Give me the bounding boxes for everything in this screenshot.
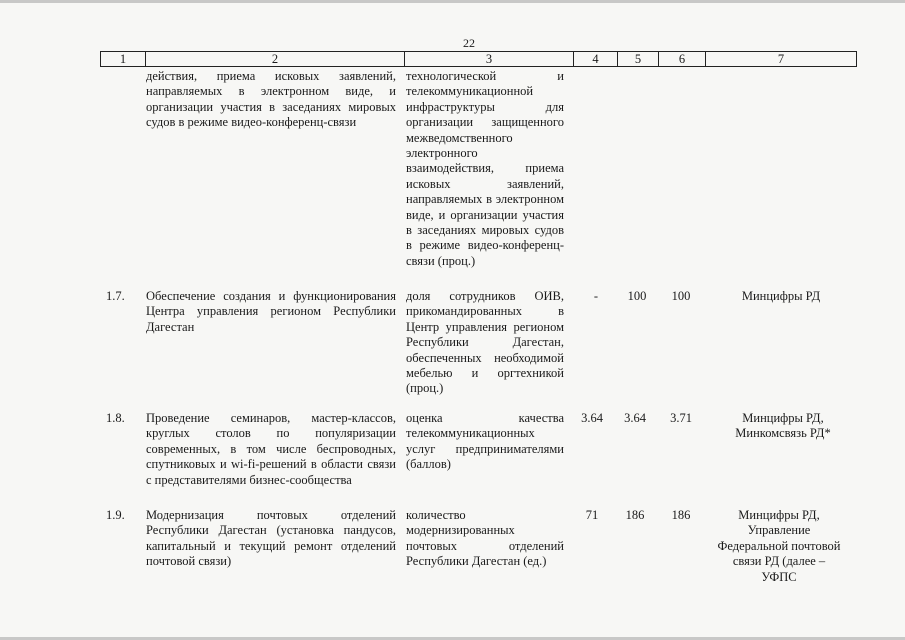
col-header-7: 7 xyxy=(706,52,857,67)
row-3-number: 1.9. xyxy=(106,508,125,522)
row-2-executor: Минцифры РД, Минкомсвязь РД* xyxy=(735,411,831,441)
row-2-number: 1.8. xyxy=(106,411,125,425)
row-1-col4: - xyxy=(593,289,599,303)
row-1-col6: 100 xyxy=(671,289,691,303)
row-0-indicator: технологической и телекоммуникационной инфраструктуры для организации защищенного межведомственного электронного взаимодействия, приема исковых заявлений, направляемых в электронном виде, и организации участия в заседаниях мировых судов в режиме видео-конференц-связи (проц.) xyxy=(406,69,564,268)
row-1-indicator: доля сотрудников ОИВ, прикомандированных в Центр управления регионом Республики Дагестан, обеспеченных необходимой мебелью и оргтехникой (проц.) xyxy=(406,289,564,396)
row-2-indicator: оценка качества телекоммуникационных услуг предпринимателями (баллов) xyxy=(406,411,564,472)
col-header-4: 4 xyxy=(574,52,618,67)
row-0-measure: действия, приема исковых заявлений, направляемых в электронном виде, и организации участия в заседаниях мировых судов в режиме видео-конференц-связи xyxy=(146,69,396,130)
row-1-measure: Обеспечение создания и функционирования Центра управления регионом Республики Дагестан xyxy=(146,289,396,334)
row-3-col6: 186 xyxy=(671,508,691,522)
col-header-2: 2 xyxy=(146,52,405,67)
col-header-6: 6 xyxy=(659,52,706,67)
page-number: 22 xyxy=(463,36,475,50)
row-3-indicator: количество модернизированных почтовых отделений Республики Дагестан (ед.) xyxy=(406,508,564,569)
col-header-3: 3 xyxy=(405,52,574,67)
col-header-1: 1 xyxy=(101,52,146,67)
row-2-col4: 3.64 xyxy=(581,411,603,425)
row-3-executor: Минцифры РД, Управление Федеральной почтовой связи РД (далее – УФПС xyxy=(717,508,841,584)
column-header-row xyxy=(100,51,857,67)
row-2-col5: 3.64 xyxy=(624,411,646,425)
row-1-col5: 100 xyxy=(627,289,647,303)
row-2-col6: 3.71 xyxy=(670,411,692,425)
col-header-5: 5 xyxy=(618,52,659,67)
scan-edge-top xyxy=(0,0,905,3)
row-1-executor: Минцифры РД xyxy=(741,289,821,303)
row-3-col5: 186 xyxy=(625,508,645,522)
row-3-col4: 71 xyxy=(585,508,599,522)
row-1-number: 1.7. xyxy=(106,289,125,303)
row-3-measure: Модернизация почтовых отделений Республики Дагестан (установка пандусов, капитальный и текущий ремонт отделений почтовой связи) xyxy=(146,508,396,569)
row-2-measure: Проведение семинаров, мастер-классов, круглых столов по популяризации современных, в том числе беспроводных, спутниковых и wi-fi-решений в области связи с представителями бизнес-сообщества xyxy=(146,411,396,487)
